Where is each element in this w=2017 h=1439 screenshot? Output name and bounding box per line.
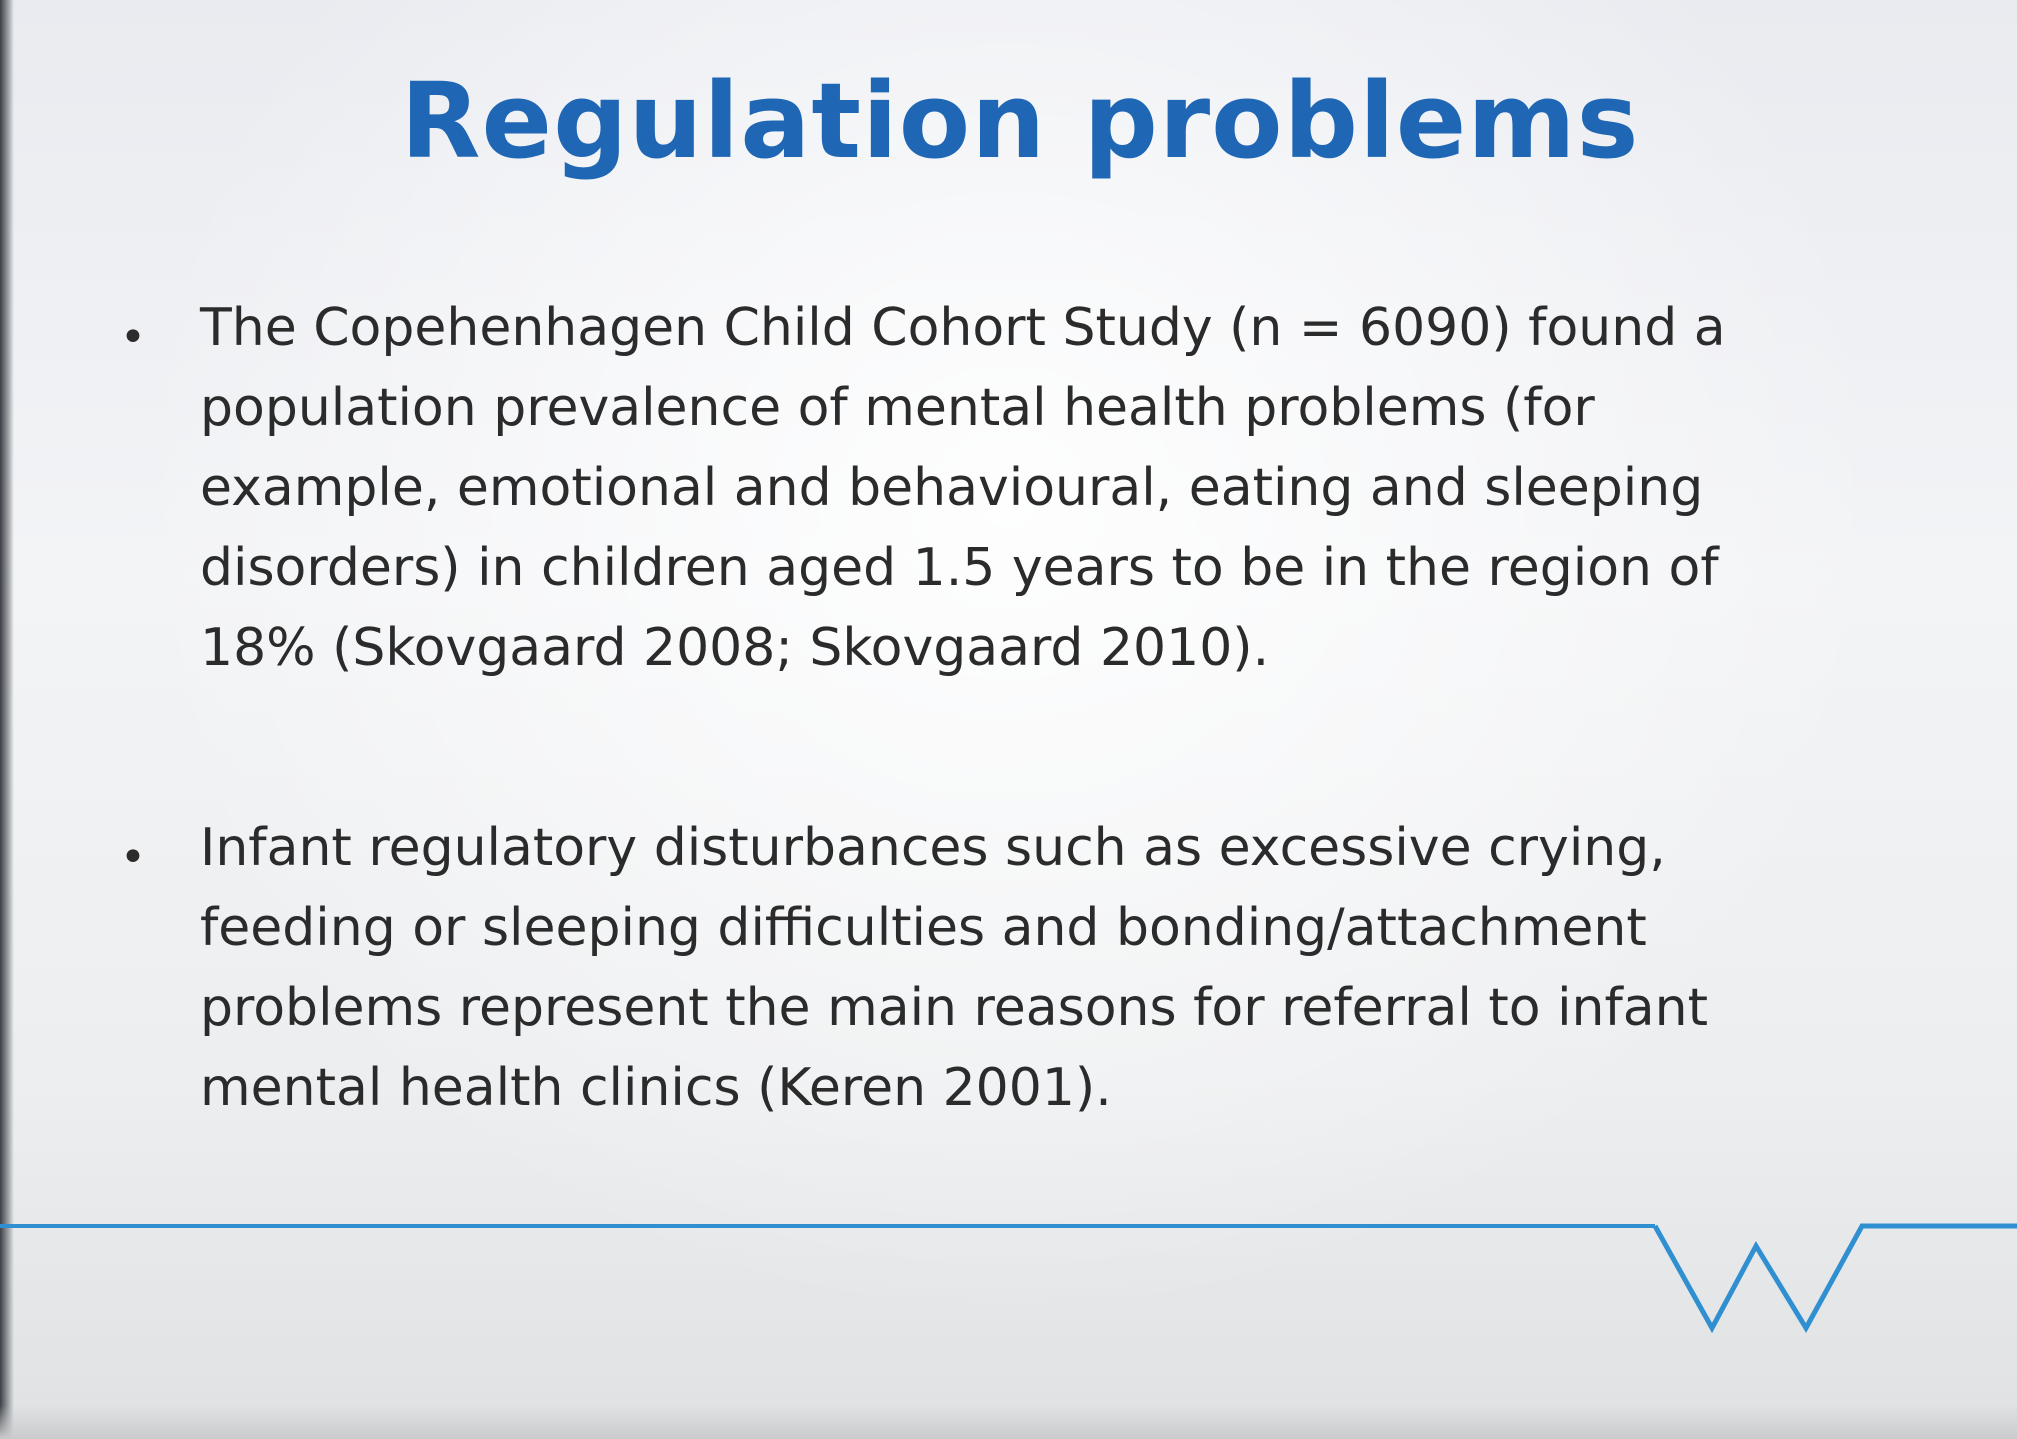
bullet-line: disorders) in children aged 1.5 years to be in the region of <box>200 538 1719 598</box>
slide-title: Regulation problems <box>400 60 1640 182</box>
screen-bottom-shadow <box>0 1405 2017 1439</box>
bullet-line: example, emotional and behavioural, eating and sleeping <box>200 458 1704 518</box>
bullet-line: mental health clinics (Keren 2001). <box>200 1058 1112 1118</box>
bullet-line: 18% (Skovgaard 2008; Skovgaard 2010). <box>200 618 1270 678</box>
bullet-line: feeding or sleeping difficulties and bonding/attachment <box>200 898 1647 958</box>
bullet-text <box>200 808 1790 1128</box>
bullet-line: The Copehenhagen Child Cohort Study (n = 6090) found a <box>200 298 1726 358</box>
bullet-line: Infant regulatory disturbances such as excessive crying, <box>200 818 1666 878</box>
bullet-line: population prevalence of mental health problems (for <box>200 378 1595 438</box>
w-wave-logo-icon <box>1655 1226 2017 1328</box>
bullet-marker: • <box>120 312 146 363</box>
bullet-line: problems represent the main reasons for referral to infant <box>200 978 1708 1038</box>
bullet-marker: • <box>120 832 146 883</box>
footer-divider <box>0 1200 2017 1360</box>
bullet-text <box>200 288 1790 688</box>
